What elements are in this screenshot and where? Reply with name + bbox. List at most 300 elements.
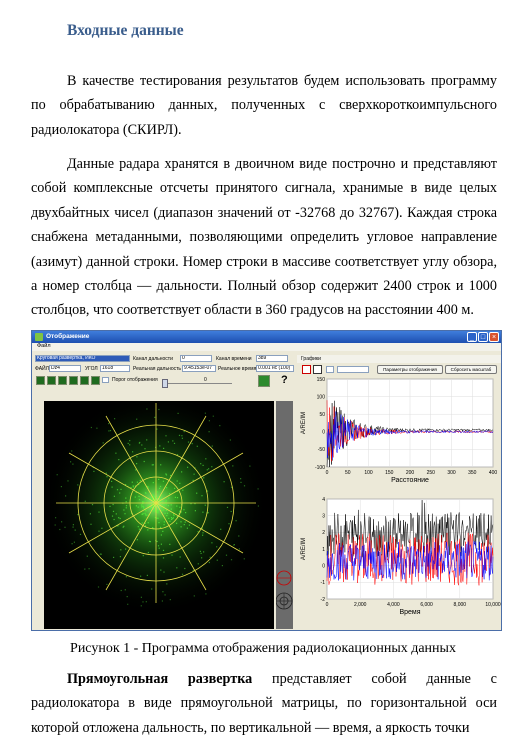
radar-echo-point (125, 498, 126, 499)
radar-echo-point (177, 480, 178, 481)
radar-echo-point (136, 505, 137, 506)
radar-echo-point (92, 504, 93, 505)
maximize-button[interactable]: □ (478, 332, 488, 342)
radar-echo-point (170, 475, 171, 476)
radar-echo-point (166, 510, 167, 511)
radar-echo-point (67, 480, 68, 481)
radar-echo-point (166, 515, 167, 516)
radar-echo-point (162, 600, 163, 601)
radar-echo-point (200, 463, 201, 464)
radar-side-panel (276, 401, 293, 629)
radar-echo-point (169, 521, 170, 522)
figure-caption: Рисунок 1 - Программа отображения радиолокационных данных (70, 641, 456, 656)
radar-echo-point (197, 446, 198, 447)
radar-echo-point (139, 529, 140, 530)
radar-echo-point (176, 567, 177, 568)
range-chart[interactable] (297, 377, 501, 495)
radar-echo-point (71, 450, 72, 451)
radar-echo-point (84, 569, 85, 570)
radar-echo-point (231, 559, 232, 560)
radar-echo-point (90, 513, 91, 514)
radar-echo-point (126, 507, 127, 508)
radar-echo-point (120, 556, 121, 557)
y-tick-label: 100 (316, 394, 325, 401)
radar-echo-point (98, 512, 99, 513)
radar-echo-point (158, 479, 159, 480)
radar-echo-point (142, 522, 143, 523)
radar-echo-point (98, 586, 99, 587)
y-tick-label: 150 (316, 377, 325, 383)
crosshair-icon[interactable] (302, 365, 311, 374)
radar-echo-point (136, 463, 137, 464)
radar-echo-point (184, 524, 185, 525)
radar-echo-point (219, 425, 220, 426)
radar-echo-point (163, 448, 164, 449)
radar-echo-point (209, 431, 210, 432)
radar-echo-point (125, 589, 126, 590)
green-icon-3[interactable] (58, 376, 67, 385)
paragraph-rect-scan-text: представляет собой данные с радиолокатора в виде прямоугольной матрицы, по горизонтальной оси которой отложена дальность, по вертикальной — время, а яркость точки (31, 671, 497, 736)
radar-echo-point (198, 531, 199, 532)
radar-echo-point (154, 511, 155, 512)
radar-echo-point (181, 471, 182, 472)
radar-echo-point (159, 445, 160, 446)
radar-echo-point (103, 442, 104, 443)
radar-echo-point (136, 456, 137, 457)
radar-echo-point (203, 551, 204, 552)
radar-echo-point (141, 605, 142, 606)
radar-echo-point (238, 535, 239, 536)
y-axis-label: A/RE/IM (301, 537, 307, 561)
radar-echo-point (173, 515, 174, 516)
radar-echo-point (145, 492, 146, 493)
radar-echo-point (184, 431, 185, 432)
radar-echo-point (145, 514, 146, 515)
radar-echo-point (129, 440, 130, 441)
radar-echo-point (212, 446, 213, 447)
radar-echo-point (169, 493, 170, 494)
radar-echo-point (211, 466, 212, 467)
radar-echo-point (141, 504, 142, 505)
radar-echo-point (232, 465, 233, 466)
radar-echo-point (113, 511, 114, 512)
radar-display[interactable] (44, 401, 274, 629)
radar-echo-point (174, 488, 175, 489)
radar-echo-point (166, 500, 167, 501)
radar-echo-point (150, 541, 151, 542)
radar-echo-point (160, 527, 161, 528)
radar-echo-point (156, 512, 157, 513)
radar-echo-point (61, 486, 62, 487)
radar-echo-point (98, 531, 99, 532)
x-tick-label: 10,000 (485, 602, 501, 608)
radar-echo-point (145, 498, 146, 499)
radar-echo-point (117, 489, 118, 490)
radar-echo-point (65, 495, 66, 496)
graphs-panel (297, 355, 501, 630)
radar-echo-point (72, 464, 73, 465)
radar-echo-point (151, 498, 152, 499)
radar-echo-point (90, 524, 91, 525)
radar-echo-point (205, 593, 206, 594)
green-icon-2[interactable] (47, 376, 56, 385)
radar-echo-point (165, 513, 166, 514)
radar-echo-point (207, 469, 208, 470)
paragraph-data-format: Данные радара хранятся в двоичном виде построчно и представляют собой комплексные отсчеты принятого сигнала, хранимые в виде целых двухбайтных чисел (диапазон значений от -32768 до 32767). Каждая строка снабжена метаданными, позволяющими определить угловое направление (азимут) данной строки. Номер строки в массиве соответствует углу обзора, а номер столбца — дальности. Полный обзор содержит 2400 строк и 1000 столбцов, что соответствует области в 360 градусов на расстоянии 400 м. (31, 156, 497, 319)
time-chart[interactable] (297, 497, 501, 629)
radar-echo-point (169, 544, 170, 545)
radar-echo-point (139, 443, 140, 444)
radar-echo-point (172, 440, 173, 441)
radar-echo-point (114, 418, 115, 419)
term-bold: Прямоугольная развертка (67, 671, 253, 687)
radar-echo-point (158, 510, 159, 511)
radar-echo-point (158, 409, 159, 410)
y-tick-label: 2 (322, 530, 325, 537)
radar-echo-point (59, 529, 60, 530)
radar-echo-point (138, 507, 139, 508)
radar-echo-point (141, 597, 142, 598)
radar-echo-point (230, 439, 231, 440)
radar-echo-point (213, 416, 214, 417)
radar-echo-point (205, 413, 206, 414)
radar-echo-point (200, 551, 201, 552)
minimize-button[interactable]: _ (467, 332, 477, 342)
radar-echo-point (126, 505, 127, 506)
radar-echo-point (187, 528, 188, 529)
paragraph-intro: В качестве тестирования результатов будем использовать программу по обрабатыванию данных, полученных с сверхкороткоимпульсного радиолокатора (СКИРЛ). (31, 73, 497, 138)
radar-echo-point (165, 502, 166, 503)
window-titlebar (32, 331, 501, 343)
green-icon-5[interactable] (80, 376, 89, 385)
radar-svg (44, 401, 274, 629)
radar-echo-point (137, 482, 138, 483)
x-tick-label: 2,000 (353, 602, 367, 608)
radar-echo-point (96, 428, 97, 429)
radar-echo-point (113, 557, 114, 558)
radar-echo-point (132, 451, 133, 452)
radar-echo-point (222, 565, 223, 566)
radar-echo-point (101, 528, 102, 529)
window-title: Отображение (46, 333, 90, 340)
radar-echo-point (205, 458, 206, 459)
radar-echo-point (124, 513, 125, 514)
radar-echo-point (180, 556, 181, 557)
radar-echo-point (116, 513, 117, 514)
radar-echo-point (115, 453, 116, 454)
x-tick-label: 150 (385, 470, 394, 476)
radar-echo-point (240, 478, 241, 479)
zoom-field[interactable] (337, 366, 369, 373)
radar-echo-point (171, 519, 172, 520)
real-time-input[interactable]: 0.001 нс (100) (256, 365, 294, 372)
radar-echo-point (185, 512, 186, 513)
radar-echo-point (136, 419, 137, 420)
x-tick-label: 250 (426, 470, 435, 476)
radar-side-svg (276, 401, 293, 629)
radar-echo-point (164, 521, 165, 522)
radar-echo-point (159, 548, 160, 549)
radar-echo-point (143, 506, 144, 507)
radar-echo-point (160, 570, 161, 571)
threshold-slider-handle[interactable] (162, 379, 168, 388)
time-channel-input[interactable]: 389 (256, 355, 288, 362)
radar-echo-point (192, 443, 193, 444)
menu-file[interactable]: Файл (37, 343, 51, 349)
radar-echo-point (249, 466, 250, 467)
radar-echo-point (168, 441, 169, 442)
radar-echo-point (146, 408, 147, 409)
radar-echo-point (126, 576, 127, 577)
radar-echo-point (208, 468, 209, 469)
radar-echo-point (121, 590, 122, 591)
x-tick-label: 200 (405, 470, 415, 476)
radar-echo-point (170, 599, 171, 600)
radar-echo-point (77, 484, 78, 485)
y-axis-label: A/RE/IM (301, 411, 307, 435)
y-tick-label: 0 (322, 429, 325, 436)
radar-echo-point (106, 473, 107, 474)
x-tick-label: 6,000 (420, 602, 433, 608)
app-screenshot-figure (31, 330, 502, 631)
y-tick-label: 4 (322, 497, 325, 503)
radar-echo-point (123, 526, 124, 527)
file-input[interactable]: Dz4 (49, 365, 81, 372)
radar-echo-point (209, 420, 210, 421)
radar-echo-point (180, 521, 181, 522)
radar-echo-point (140, 480, 141, 481)
radar-echo-point (167, 513, 168, 514)
radar-echo-point (168, 518, 169, 519)
green-icon-1[interactable] (36, 376, 45, 385)
radar-echo-point (153, 464, 154, 465)
x-tick-label: 350 (468, 470, 477, 476)
zoom-field-small[interactable] (326, 366, 334, 373)
radar-echo-point (231, 511, 232, 512)
radar-echo-point (138, 496, 139, 497)
radar-echo-point (138, 526, 139, 527)
radar-echo-point (129, 444, 130, 445)
radar-echo-point (108, 423, 109, 424)
radar-echo-point (224, 481, 225, 482)
radar-echo-point (154, 417, 155, 418)
x-tick-label: 0 (325, 602, 329, 608)
radar-echo-point (153, 510, 154, 511)
radar-echo-point (165, 473, 166, 474)
zoom-icon[interactable] (313, 365, 322, 374)
radar-echo-point (193, 480, 194, 481)
radar-echo-point (171, 517, 172, 518)
radar-echo-point (236, 520, 237, 521)
section-heading: Входные данные (67, 22, 184, 39)
threshold-label: Порог отображения (112, 377, 158, 383)
radar-echo-point (73, 527, 74, 528)
radar-echo-point (120, 489, 121, 490)
radar-echo-point (141, 444, 142, 445)
radar-echo-point (93, 471, 94, 472)
radar-echo-point (188, 442, 189, 443)
radar-echo-point (151, 508, 152, 509)
x-tick-label: 400 (488, 470, 498, 476)
radar-echo-point (194, 595, 195, 596)
radar-echo-point (142, 601, 143, 602)
radar-echo-point (87, 556, 88, 557)
radar-echo-point (109, 506, 110, 507)
radar-echo-point (147, 529, 148, 530)
radar-echo-point (55, 517, 56, 518)
graphs-title: Графики (301, 356, 321, 362)
x-tick-label: 0 (325, 470, 329, 476)
close-button[interactable]: × (489, 332, 499, 342)
radar-echo-point (72, 543, 73, 544)
reset-scale-button[interactable]: Сбросить масштаб (445, 365, 497, 374)
channel-label: Канал дальности (133, 356, 173, 362)
radar-echo-point (203, 477, 204, 478)
radar-echo-point (173, 517, 174, 518)
radar-echo-point (179, 507, 180, 508)
radar-echo-point (216, 546, 217, 547)
radar-echo-point (189, 525, 190, 526)
radar-echo-point (209, 562, 210, 563)
app-icon (35, 333, 43, 341)
display-params-button[interactable]: Параметры отображения (377, 365, 443, 374)
radar-echo-point (176, 523, 177, 524)
radar-echo-point (125, 549, 126, 550)
scan-mode-select[interactable]: Круговая развертка, ИКО (35, 355, 130, 362)
radar-echo-point (133, 486, 134, 487)
radar-echo-point (162, 591, 163, 592)
radar-echo-point (196, 493, 197, 494)
radar-echo-point (120, 549, 121, 550)
radar-echo-point (156, 429, 157, 430)
radar-echo-point (228, 523, 229, 524)
radar-echo-point (147, 486, 148, 487)
radar-echo-point (141, 506, 142, 507)
radar-echo-point (201, 553, 202, 554)
radar-echo-point (74, 542, 75, 543)
radar-echo-point (202, 535, 203, 536)
radar-echo-point (181, 526, 182, 527)
radar-echo-point (80, 534, 81, 535)
x-axis-label: Расстояние (391, 477, 429, 484)
radar-echo-point (148, 505, 149, 506)
radar-echo-point (75, 530, 76, 531)
radar-echo-point (211, 542, 212, 543)
radar-echo-point (157, 541, 158, 542)
radar-echo-point (64, 527, 65, 528)
radar-echo-point (161, 510, 162, 511)
radar-echo-point (181, 435, 182, 436)
radar-echo-point (61, 521, 62, 522)
radar-echo-point (195, 510, 196, 511)
y-tick-label: -1 (320, 580, 325, 587)
radar-echo-point (126, 501, 127, 502)
threshold-value: 0 (204, 377, 207, 383)
palette-icon[interactable] (258, 375, 270, 387)
radar-echo-point (202, 532, 203, 533)
y-tick-label: 0 (322, 563, 325, 570)
x-tick-label: 8,000 (453, 602, 467, 608)
radar-echo-point (202, 512, 203, 513)
radar-echo-point (160, 464, 161, 465)
green-icon-4[interactable] (69, 376, 78, 385)
radar-echo-point (73, 524, 74, 525)
radar-echo-point (113, 504, 114, 505)
radar-echo-point (258, 488, 259, 489)
radar-echo-point (85, 501, 86, 502)
radar-echo-point (178, 413, 179, 414)
y-tick-label: 3 (322, 513, 325, 520)
radar-echo-point (70, 461, 71, 462)
radar-echo-point (110, 430, 111, 431)
radar-echo-point (175, 497, 176, 498)
radar-echo-point (137, 539, 138, 540)
radar-echo-point (112, 487, 113, 488)
radar-echo-point (91, 427, 92, 428)
radar-echo-point (163, 509, 164, 510)
radar-echo-point (147, 575, 148, 576)
radar-echo-point (135, 497, 136, 498)
radar-echo-point (163, 572, 164, 573)
radar-echo-point (143, 513, 144, 514)
radar-echo-point (174, 443, 175, 444)
radar-echo-point (258, 505, 259, 506)
y-tick-label: -50 (317, 447, 325, 454)
radar-echo-point (208, 512, 209, 513)
threshold-checkbox[interactable] (102, 377, 109, 383)
radar-echo-point (165, 435, 166, 436)
radar-echo-point (114, 519, 115, 520)
radar-echo-point (101, 554, 102, 555)
radar-echo-point (183, 509, 184, 510)
radar-echo-point (153, 482, 154, 483)
threshold-slider[interactable] (162, 383, 232, 384)
green-icon-6[interactable] (91, 376, 100, 385)
channel-input[interactable]: 0 (180, 355, 212, 362)
radar-echo-point (108, 430, 109, 431)
radar-echo-point (177, 497, 178, 498)
radar-echo-point (147, 499, 148, 500)
radar-echo-point (187, 467, 188, 468)
radar-echo-point (146, 515, 147, 516)
radar-echo-point (148, 522, 149, 523)
radar-echo-point (159, 488, 160, 489)
angle-input[interactable]: 1618 (100, 365, 130, 372)
radar-echo-point (234, 544, 235, 545)
radar-echo-point (240, 482, 241, 483)
help-icon[interactable]: ? (281, 374, 288, 386)
radar-echo-point (119, 492, 120, 493)
radar-echo-point (120, 518, 121, 519)
radar-echo-point (114, 496, 115, 497)
radar-echo-point (220, 529, 221, 530)
radar-echo-point (210, 557, 211, 558)
radar-echo-point (152, 494, 153, 495)
radar-echo-point (127, 596, 128, 597)
radar-echo-point (55, 524, 56, 525)
radar-echo-point (217, 560, 218, 561)
radar-echo-point (132, 482, 133, 483)
y-tick-label: -100 (314, 464, 325, 471)
real-range-input[interactable]: 9.45153e-07 (182, 365, 216, 372)
radar-echo-point (182, 574, 183, 575)
radar-echo-point (130, 487, 131, 488)
y-tick-label: 50 (319, 412, 325, 418)
radar-echo-point (171, 504, 172, 505)
real-range-label: Реальная дальность (133, 366, 181, 372)
radar-echo-point (142, 501, 143, 502)
radar-echo-point (165, 594, 166, 595)
